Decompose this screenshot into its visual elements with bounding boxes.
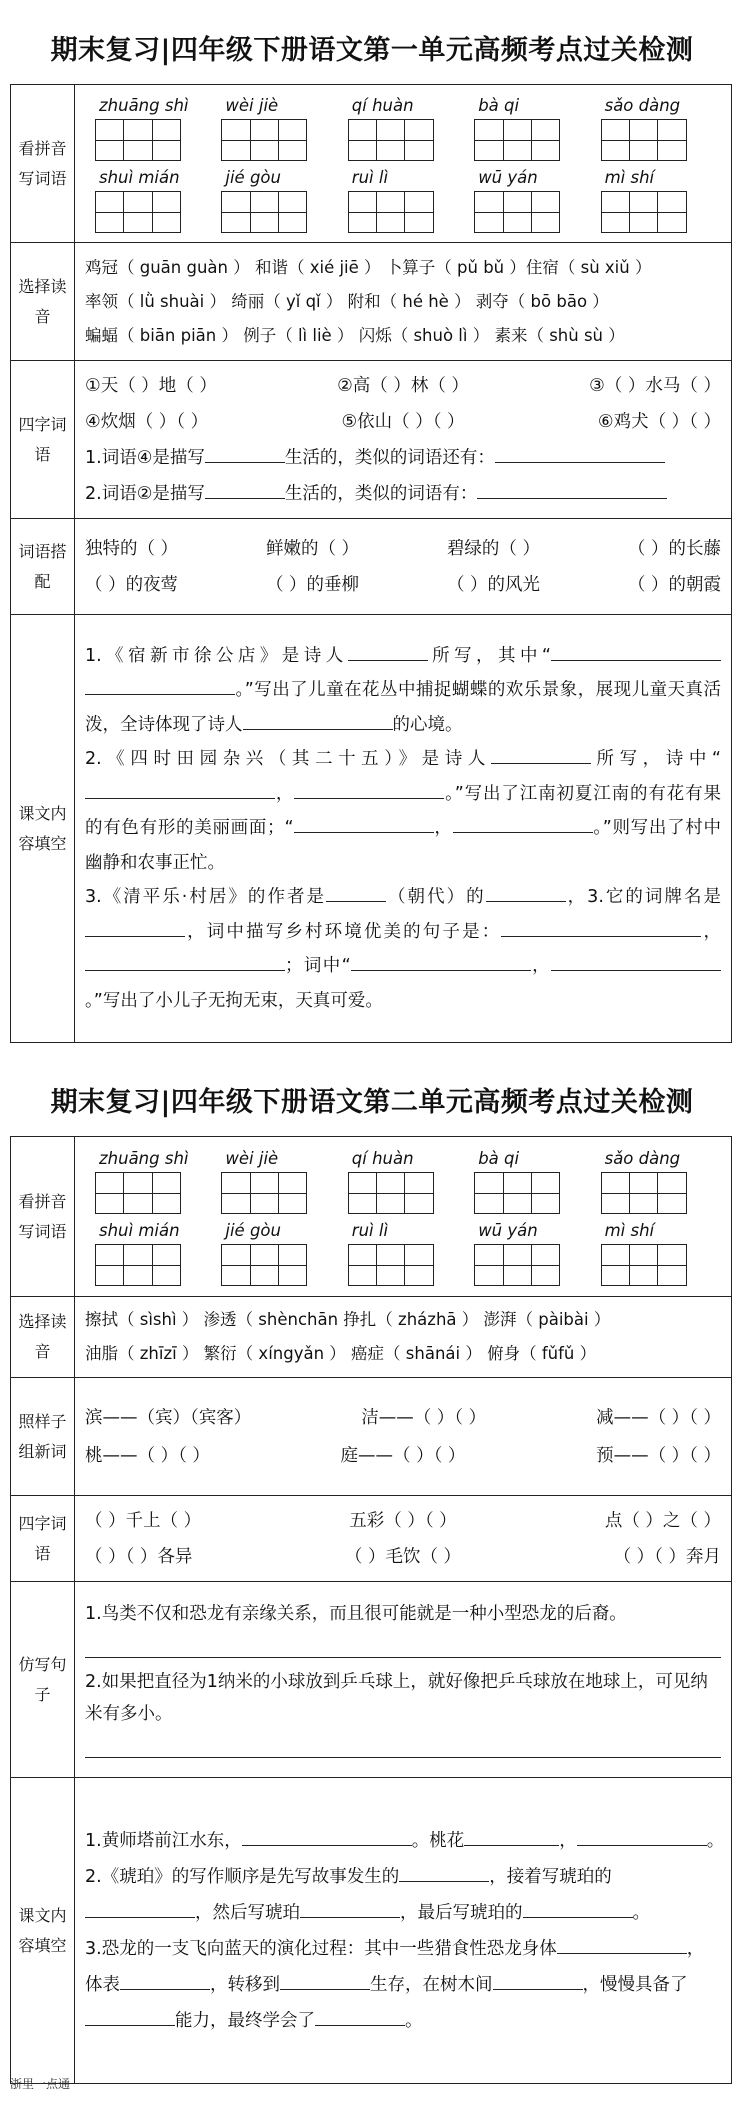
writing-cell[interactable] — [279, 1173, 306, 1213]
question-text: 。 — [706, 1830, 725, 1851]
question-text: ， — [701, 921, 722, 942]
pinyin-text: jié gòu — [225, 1220, 281, 1240]
answer-blank[interactable] — [557, 1935, 617, 1953]
writing-cell[interactable] — [504, 192, 532, 232]
writing-cell[interactable] — [251, 1245, 279, 1285]
idiom-item: ④炊烟（ ）（ ） — [85, 411, 209, 432]
answer-blank[interactable] — [551, 953, 721, 971]
section-label: 课文内容填空 — [11, 615, 75, 1043]
idiom-row — [85, 404, 721, 440]
question-text: 生存，在树木间 — [370, 1974, 493, 1995]
group-item: 滨——（宾）（宾客） — [85, 1407, 252, 1428]
writing-cell[interactable] — [96, 120, 124, 160]
answer-blank[interactable] — [243, 711, 393, 729]
answer-blank[interactable] — [85, 953, 285, 971]
question-text: 。”写出了小儿子无拘无束，天真可爱。 — [85, 990, 383, 1011]
writing-cell[interactable] — [96, 1245, 124, 1285]
writing-cell[interactable] — [377, 120, 405, 160]
answer-blank[interactable] — [501, 918, 701, 936]
writing-cell[interactable] — [124, 1245, 152, 1285]
pinyin-word — [474, 1220, 592, 1286]
question-text: 。”写出了江南初夏江南的有花有果的有色有形的美丽画面；“ — [85, 783, 721, 839]
section-imitate-2 — [11, 1582, 732, 1778]
pinyin-text: ruì lì — [351, 167, 389, 187]
section-idioms-2 — [11, 1496, 732, 1582]
matching-item: （ ）的朝霞 — [627, 574, 721, 595]
answer-blank[interactable] — [493, 1971, 583, 1989]
writing-cell[interactable] — [251, 192, 279, 232]
answer-blank[interactable] — [491, 746, 591, 764]
writing-cell[interactable] — [377, 1173, 405, 1213]
pinyin-text: wū yán — [478, 1220, 538, 1240]
text-question-3 — [85, 880, 721, 1018]
idiom-item: 点（ ）之（ ） — [604, 1510, 721, 1531]
matching-item: （ ）的垂柳 — [265, 574, 360, 595]
idiom-item: ⑤依山（ ）（ ） — [341, 411, 465, 432]
idiom-item: ①天（ ）地（ ） — [85, 375, 217, 396]
question-text: 生活的，类似的词语有： — [284, 483, 478, 504]
writing-cell[interactable] — [279, 1245, 306, 1285]
pinyin-text: mì shí — [604, 167, 655, 187]
question-text: 。桃花 — [411, 1830, 465, 1851]
writing-cell[interactable] — [153, 1173, 180, 1213]
answer-blank[interactable] — [617, 1935, 687, 1953]
writing-cell[interactable] — [602, 120, 630, 160]
writing-cell[interactable] — [222, 192, 250, 232]
section-label: 课文内容填空 — [11, 1778, 75, 2084]
question-text: ；词中“ — [285, 956, 351, 977]
group-item: 减——（ ）（ ） — [596, 1407, 721, 1428]
section-label: 选择读音 — [11, 1297, 75, 1378]
answer-blank[interactable] — [300, 1899, 400, 1917]
writing-cell[interactable] — [222, 1245, 250, 1285]
question-text: 1.词语④是描写 — [85, 447, 205, 468]
pinyin-text: mì shí — [604, 1220, 655, 1240]
answer-blank[interactable] — [85, 677, 235, 695]
matching-row — [85, 531, 721, 567]
pinyin-text: wū yán — [478, 167, 538, 187]
pinyin-text: bà qi — [478, 95, 520, 115]
writing-cell[interactable] — [504, 1245, 532, 1285]
question-text: ，最后写琥珀的 — [400, 1902, 523, 1923]
answer-line[interactable] — [85, 1732, 721, 1758]
writing-box[interactable] — [95, 1244, 181, 1286]
section-label: 仿写句子 — [11, 1582, 75, 1778]
answer-blank[interactable] — [477, 480, 667, 498]
writing-box[interactable] — [348, 1244, 434, 1286]
pinyin-word — [95, 1148, 213, 1214]
question-text: ， — [433, 818, 453, 839]
writing-box[interactable] — [221, 119, 307, 161]
group-item: 洁——（ ）（ ） — [361, 1407, 487, 1428]
answer-blank[interactable] — [85, 2007, 175, 2025]
idiom-item: （ ）千上（ ） — [85, 1510, 202, 1531]
question-text: 2.《琥珀》的写作顺序是先写故事发生的 — [85, 1866, 400, 1887]
question-text: ，转移到 — [210, 1974, 280, 1995]
writing-cell[interactable] — [602, 1245, 630, 1285]
question-text: 。”写出了儿童在花丛中捕捉蝴蝶的欢乐景象，展现儿童天真活泼，全诗体现了诗人 — [85, 680, 721, 735]
section-label: 照样子组新词 — [11, 1378, 75, 1496]
answer-blank[interactable] — [486, 884, 566, 902]
text-question-2 — [85, 742, 721, 880]
writing-box[interactable] — [95, 119, 181, 161]
writing-cell[interactable] — [377, 1245, 405, 1285]
pinyin-text: zhuāng shì — [99, 1148, 189, 1168]
writing-box[interactable] — [474, 191, 560, 233]
question-text: ，接着写琥珀的 — [489, 1866, 612, 1887]
answer-blank[interactable] — [294, 780, 444, 798]
writing-cell[interactable] — [251, 1173, 279, 1213]
writing-cell[interactable] — [153, 120, 180, 160]
pinyin-text: jié gòu — [225, 167, 281, 187]
writing-cell[interactable] — [405, 192, 432, 232]
question-text: 2.词语②是描写 — [85, 483, 205, 504]
matching-item: （ ）的风光 — [446, 574, 540, 595]
pinyin-word — [348, 1148, 466, 1214]
answer-blank[interactable] — [120, 1971, 210, 1989]
writing-cell[interactable] — [475, 1245, 503, 1285]
idiom-row — [85, 1503, 721, 1539]
question-text: 能力，最终学会了 — [175, 2010, 315, 2031]
writing-cell[interactable] — [124, 1173, 152, 1213]
answer-blank[interactable] — [294, 815, 434, 833]
reading-line: 蝙蝠（ biān piān ） 例子（ lì liè ） 闪烁（ shuò lì ） 素来（ shù sù ） — [85, 325, 625, 345]
text-question-1 — [85, 1823, 725, 1859]
question-text: 1.《宿新市徐公店》是诗人 — [85, 645, 348, 666]
writing-box[interactable] — [221, 1172, 307, 1214]
section-pinyin-1 — [11, 85, 732, 243]
writing-cell[interactable] — [153, 192, 180, 232]
section-label: 选择读音 — [11, 243, 75, 361]
answer-blank[interactable] — [85, 1899, 195, 1917]
writing-cell[interactable] — [475, 192, 503, 232]
question-text: 3.恐龙的一支飞向蓝天的演化过程：其中一些猎食性恐龙身体 — [85, 1938, 557, 1959]
pinyin-grid — [81, 1146, 725, 1288]
group-row — [85, 1437, 721, 1475]
writing-box[interactable] — [601, 1172, 687, 1214]
matching-row — [85, 567, 721, 603]
pinyin-word — [474, 1148, 592, 1214]
idiom-question-1 — [85, 440, 721, 476]
answer-blank[interactable] — [399, 1863, 489, 1881]
idiom-item: （ ）毛饮（ ） — [344, 1546, 462, 1567]
imitate-sentence: 1.鸟类不仅和恐龙有亲缘关系，而且很可能就是一种小型恐龙的后裔。 — [85, 1603, 627, 1624]
matching-item: 鲜嫩的（ ） — [265, 538, 360, 559]
section-idioms-1 — [11, 361, 732, 519]
writing-box[interactable] — [221, 1244, 307, 1286]
question-text: 的心境。 — [392, 714, 463, 735]
matching-item: （ ）的夜莺 — [85, 574, 179, 595]
question-text: 3.《清平乐·村居》的作者是 — [85, 887, 327, 908]
pinyin-word — [348, 167, 466, 233]
pinyin-word — [95, 95, 213, 161]
pinyin-text: wèi jiè — [225, 1148, 279, 1168]
writing-cell[interactable] — [658, 120, 685, 160]
question-text: ，然后写琥珀 — [195, 1902, 300, 1923]
footer-watermark: 浙里一点通 — [10, 2077, 71, 2091]
question-text: 所写，诗中“ — [590, 749, 721, 770]
writing-cell[interactable] — [279, 192, 306, 232]
pinyin-word — [474, 95, 592, 161]
answer-blank[interactable] — [453, 815, 593, 833]
writing-cell[interactable] — [124, 120, 152, 160]
question-text: 。”则写出了村中幽静和农事正忙。 — [85, 818, 722, 873]
section-groups-2 — [11, 1378, 732, 1496]
answer-blank[interactable] — [205, 444, 285, 462]
answer-blank[interactable] — [280, 1971, 370, 1989]
pinyin-word — [95, 1220, 213, 1286]
answer-blank[interactable] — [326, 884, 386, 902]
question-text: ，3.它的词牌名是 — [565, 887, 721, 908]
writing-box[interactable] — [95, 1172, 181, 1214]
writing-cell[interactable] — [349, 1173, 377, 1213]
writing-cell[interactable] — [349, 192, 377, 232]
group-item: 庭——（ ）（ ） — [340, 1445, 466, 1466]
pinyin-text: qí huàn — [351, 95, 414, 115]
question-text: 生活的，类似的词语还有： — [284, 447, 495, 468]
writing-cell[interactable] — [279, 120, 306, 160]
writing-cell[interactable] — [504, 1173, 532, 1213]
writing-cell[interactable] — [405, 1173, 432, 1213]
reading-line: 油脂（ zhīzī ） 繁衍（ xíngyǎn ） 癌症（ shānái ） 俯身（ fǔfǔ ） — [85, 1344, 597, 1363]
writing-cell[interactable] — [658, 1245, 685, 1285]
answer-blank[interactable] — [348, 642, 428, 660]
idiom-row — [85, 368, 721, 404]
pinyin-text: wèi jiè — [225, 95, 279, 115]
group-row — [85, 1399, 721, 1437]
writing-cell[interactable] — [405, 1245, 432, 1285]
section-matching-1 — [11, 519, 732, 615]
pinyin-word — [601, 1220, 719, 1286]
pinyin-word — [221, 95, 339, 161]
writing-cell[interactable] — [222, 120, 250, 160]
idiom-question-2 — [85, 476, 721, 512]
writing-box[interactable] — [348, 119, 434, 161]
writing-cell[interactable] — [153, 1245, 180, 1285]
idiom-item: ⑥鸡犬（ ）（ ） — [597, 411, 721, 432]
pinyin-text: qí huàn — [351, 1148, 414, 1168]
writing-box[interactable] — [221, 191, 307, 233]
answer-blank[interactable] — [85, 780, 275, 798]
writing-cell[interactable] — [504, 120, 532, 160]
writing-cell[interactable] — [602, 192, 630, 232]
pinyin-text: sǎo dàng — [604, 95, 681, 115]
question-text: 2.《四时田园杂兴（其二十五）》是诗人 — [85, 749, 491, 770]
question-text: （朝代）的 — [386, 887, 486, 908]
reading-line: 率领（ lǜ shuài ） 绮丽（ yǐ qǐ ） 附和（ hé hè ） 剥夺（ bō bāo ） — [85, 291, 609, 311]
question-text: ，体表 — [85, 1938, 705, 1995]
writing-cell[interactable] — [532, 1173, 559, 1213]
text-question-1 — [85, 639, 721, 743]
pinyin-word — [474, 167, 592, 233]
idiom-item: 五彩（ ）（ ） — [349, 1510, 457, 1531]
question-text: ，词中描写乡村环境优美的句子是： — [185, 921, 502, 942]
idiom-item: （ ）（ ）奔月 — [613, 1546, 721, 1567]
section-label: 四字词语 — [11, 361, 75, 519]
reading-line: 擦拭（ sìshì ） 渗透（ shènchān 挣扎（ zházhā ） 澎湃（ pàibài ） — [85, 1310, 611, 1329]
writing-box[interactable] — [348, 191, 434, 233]
section-text-1 — [11, 615, 732, 1043]
group-item: 预——（ ）（ ） — [596, 1445, 721, 1466]
writing-cell[interactable] — [251, 120, 279, 160]
answer-blank[interactable] — [315, 2007, 405, 2025]
writing-box[interactable] — [348, 1172, 434, 1214]
worksheet-2 — [10, 1136, 732, 2084]
writing-cell[interactable] — [602, 1173, 630, 1213]
question-text: ， — [559, 1830, 577, 1851]
writing-box[interactable] — [474, 119, 560, 161]
writing-box[interactable] — [601, 1244, 687, 1286]
page-title-1: 期末复习|四年级下册语文第一单元高频考点过关检测 — [50, 35, 694, 66]
section-label: 词语搭配 — [11, 519, 75, 615]
matching-item: （ ）的长藤 — [627, 538, 721, 559]
pinyin-text: zhuāng shì — [99, 95, 189, 115]
group-item: 桃——（ ）（ ） — [85, 1445, 210, 1466]
writing-cell[interactable] — [349, 120, 377, 160]
writing-box[interactable] — [474, 1172, 560, 1214]
pinyin-grid — [81, 93, 725, 235]
writing-cell[interactable] — [630, 120, 658, 160]
pinyin-text: ruì lì — [351, 1220, 389, 1240]
writing-cell[interactable] — [222, 1173, 250, 1213]
pinyin-text: shuì mián — [99, 167, 180, 187]
writing-box[interactable] — [601, 191, 687, 233]
matching-item: 独特的（ ） — [85, 538, 179, 559]
answer-blank[interactable] — [523, 1899, 633, 1917]
idiom-item: （ ）（ ）各异 — [85, 1546, 193, 1567]
matching-item: 碧绿的（ ） — [446, 538, 540, 559]
text-question-3 — [85, 1931, 721, 2039]
page-title-2: 期末复习|四年级下册语文第二单元高频考点过关检测 — [50, 1087, 694, 1118]
idiom-row — [85, 1539, 721, 1575]
pinyin-word — [221, 1148, 339, 1214]
question-text: 1.黄师塔前江水东， — [85, 1830, 242, 1851]
answer-blank[interactable] — [464, 1827, 559, 1845]
answer-blank[interactable] — [205, 480, 285, 498]
answer-blank[interactable] — [351, 953, 531, 971]
section-label: 看拼音写词语 — [11, 85, 75, 243]
writing-box[interactable] — [601, 119, 687, 161]
pinyin-text: sǎo dàng — [604, 1148, 681, 1168]
pinyin-word — [221, 167, 339, 233]
pinyin-word — [601, 167, 719, 233]
section-reading-1 — [11, 243, 732, 361]
writing-box[interactable] — [474, 1244, 560, 1286]
writing-cell[interactable] — [96, 192, 124, 232]
pinyin-word — [348, 95, 466, 161]
pinyin-text: shuì mián — [99, 1220, 180, 1240]
writing-cell[interactable] — [532, 1245, 559, 1285]
question-text: 。 — [632, 1902, 650, 1923]
section-pinyin-2 — [11, 1137, 732, 1297]
writing-cell[interactable] — [475, 1173, 503, 1213]
writing-box[interactable] — [95, 191, 181, 233]
imitate-sentence: 2.如果把直径为1纳米的小球放到乒乓球上，就好像把乒乓球放在地球上，可见纳米有多小。 — [85, 1671, 708, 1724]
writing-cell[interactable] — [532, 120, 559, 160]
writing-cell[interactable] — [630, 1245, 658, 1285]
pinyin-word — [95, 167, 213, 233]
question-text: ，慢慢具备了 — [582, 1974, 688, 1995]
idiom-item: ③（ ）水马（ ） — [589, 375, 721, 396]
question-text: 。 — [405, 2010, 423, 2031]
pinyin-word — [221, 1220, 339, 1286]
pinyin-word — [601, 1148, 719, 1214]
section-reading-2 — [11, 1297, 732, 1378]
worksheet-1 — [10, 84, 732, 1043]
answer-blank[interactable] — [242, 1827, 412, 1845]
answer-line[interactable] — [85, 1632, 721, 1658]
writing-cell[interactable] — [475, 120, 503, 160]
writing-cell[interactable] — [658, 192, 685, 232]
section-text-2 — [11, 1778, 732, 2084]
pinyin-text: bà qi — [478, 1148, 520, 1168]
writing-cell[interactable] — [630, 1173, 658, 1213]
pinyin-word — [348, 1220, 466, 1286]
question-text: ， — [275, 783, 295, 804]
answer-blank[interactable] — [551, 642, 721, 660]
question-text: 所写，其中“ — [427, 645, 551, 666]
idiom-item: ②高（ ）林（ ） — [337, 375, 469, 396]
text-question-2 — [85, 1859, 721, 1931]
answer-blank[interactable] — [577, 1827, 707, 1845]
writing-cell[interactable] — [124, 192, 152, 232]
writing-cell[interactable] — [349, 1245, 377, 1285]
question-text: ， — [530, 956, 552, 977]
section-label: 四字词语 — [11, 1496, 75, 1582]
writing-cell[interactable] — [658, 1173, 685, 1213]
section-label: 看拼音写词语 — [11, 1137, 75, 1297]
writing-cell[interactable] — [405, 120, 432, 160]
writing-cell[interactable] — [532, 192, 559, 232]
writing-cell[interactable] — [630, 192, 658, 232]
reading-line: 鸡冠（ guān guàn ） 和谐（ xié jiē ） 卜算子（ pǔ bǔ ）住宿（ sù xiǔ ） — [85, 257, 652, 277]
pinyin-word — [601, 95, 719, 161]
answer-blank[interactable] — [495, 444, 665, 462]
writing-cell[interactable] — [377, 192, 405, 232]
writing-cell[interactable] — [96, 1173, 124, 1213]
answer-blank[interactable] — [85, 918, 185, 936]
